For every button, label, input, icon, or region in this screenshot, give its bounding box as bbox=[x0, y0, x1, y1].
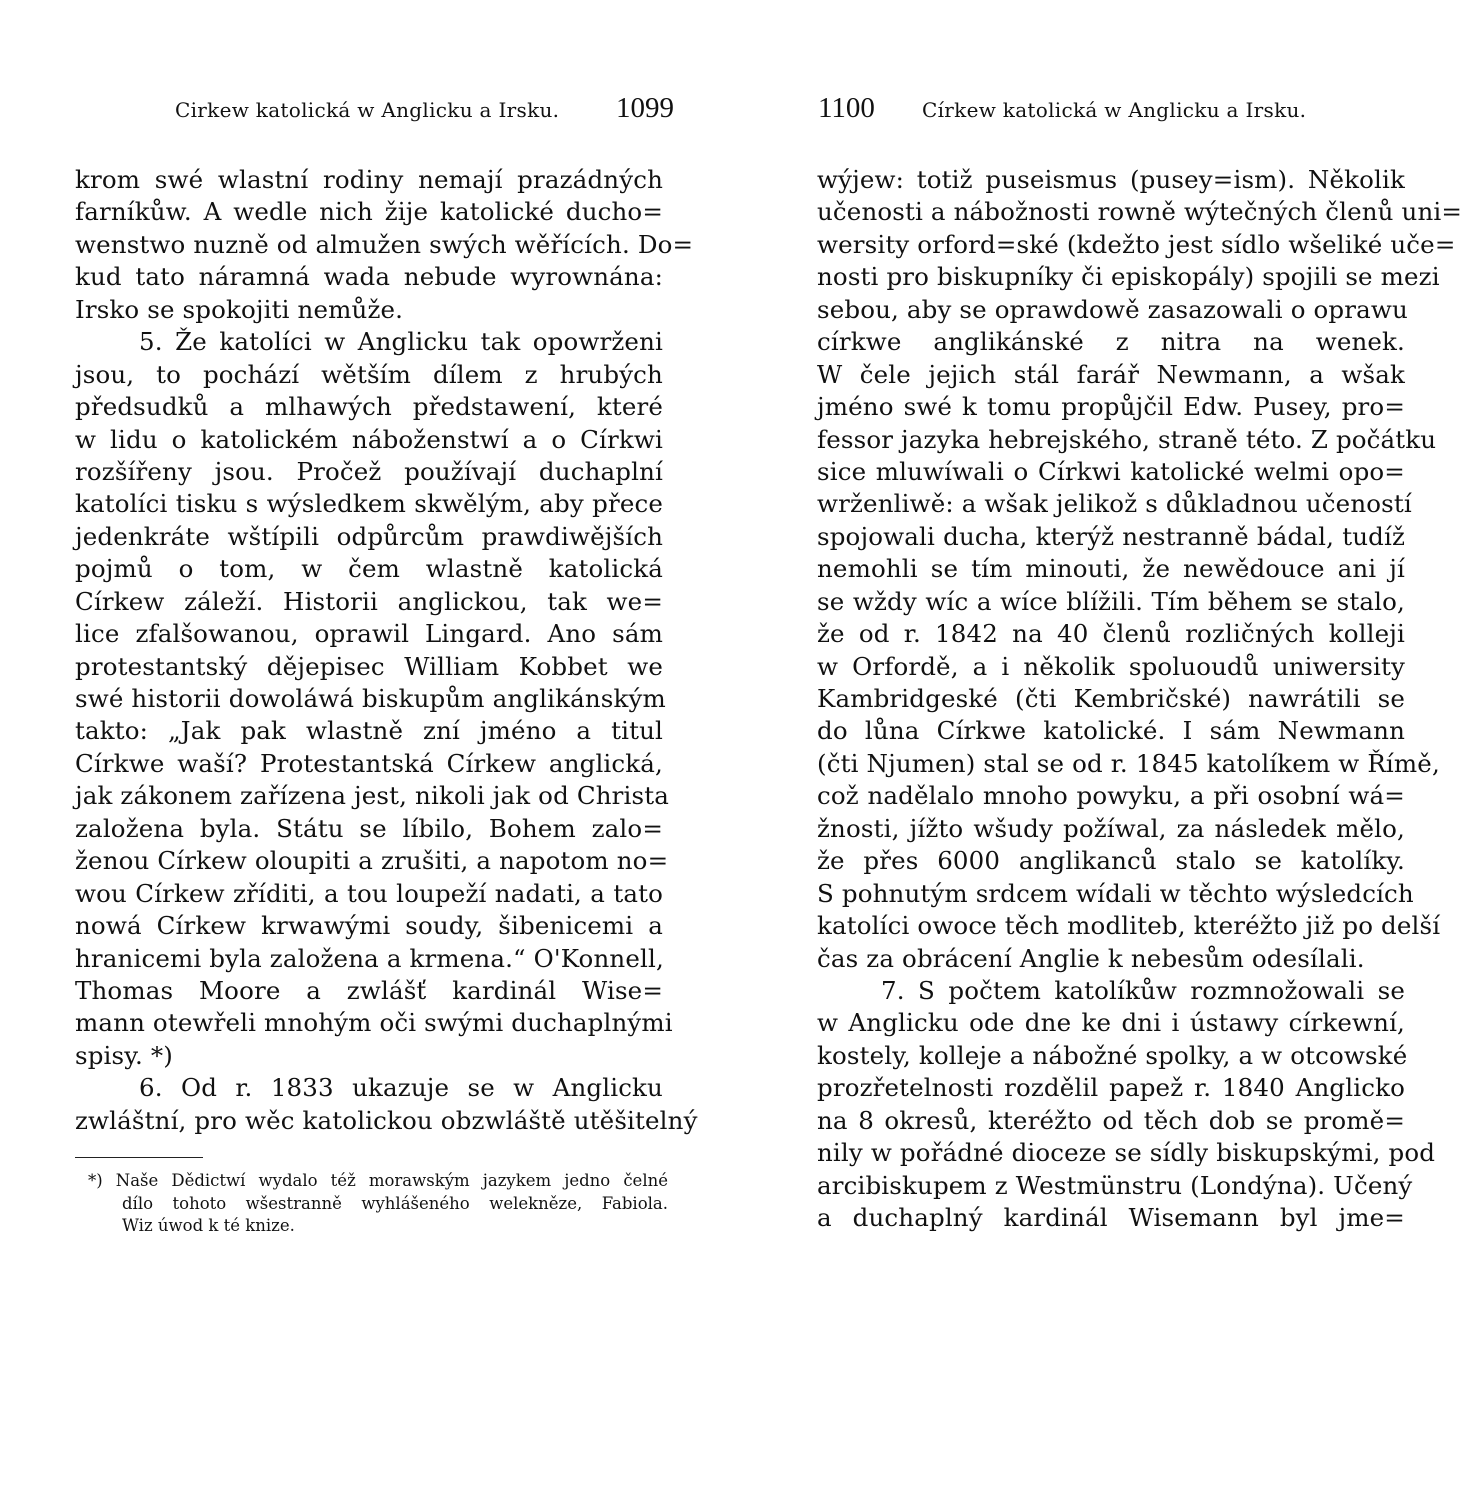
text-line: wrženliwě: a wšak jelikož s důkladnou učeností bbox=[817, 489, 1412, 519]
text-line: učenosti a nábožnosti rowně wýtečných členů uni= bbox=[817, 197, 1463, 227]
text-line: (čti Njumen) stal se od r. 1845 katolíkem w Římě, bbox=[817, 748, 1440, 778]
text-line: jsou, to pochází wětším dílem z hrubých bbox=[75, 359, 663, 389]
left-page-body-text bbox=[75, 164, 698, 1137]
text-line: Thomas Moore a zwlášť kardinál Wise= bbox=[75, 975, 663, 1005]
text-line: zwláštní, pro wěc katolickou obzwláště utěšitelný bbox=[75, 1105, 698, 1135]
text-line: arcibiskupem z Westmünstru (Londýna). Učený bbox=[817, 1170, 1413, 1200]
text-line: wou Církew zříditi, a tou loupeží nadati, a tato bbox=[75, 878, 663, 908]
text-line: že přes 6000 anglikanců stalo se katolíky. bbox=[817, 846, 1405, 876]
text-line: protestantský dějepisec William Kobbet we bbox=[75, 651, 663, 681]
footnote-line: Wiz úwod k té knize. bbox=[122, 1216, 295, 1235]
text-line: nowá Církew krwawými soudy, šibenicemi a bbox=[75, 911, 663, 941]
text-line: sebou, aby se oprawdowě zasazowali o oprawu bbox=[817, 294, 1408, 324]
text-line: jedenkráte wštípili odpůrcům prawdiwějších bbox=[75, 521, 663, 551]
text-line: jak zákonem zařízena jest, nikoli jak od Christa bbox=[75, 781, 670, 811]
page-number: 1100 bbox=[818, 92, 875, 124]
text-line: wenstwo nuzně od almužen swých wěřících. Do= bbox=[75, 229, 694, 259]
text-line: čas za obrácení Anglie k nebesům odesílali. bbox=[817, 943, 1365, 973]
text-line: což nadělalo mnoho powyku, a při osobní wá= bbox=[817, 781, 1405, 811]
left-page-header bbox=[70, 92, 674, 132]
text-line: se wždy wíc a wíce blížili. Tím během se stalo, bbox=[817, 586, 1405, 616]
text-line: církwe anglikánské z nitra na wenek. bbox=[817, 327, 1405, 357]
text-line: w Orfordě, a i několik spoluoudů uniwersity bbox=[817, 651, 1405, 681]
text-line: jméno swé k tomu propůjčil Edw. Pusey, pro= bbox=[817, 392, 1405, 422]
text-line: takto: „Jak pak wlastně zní jméno a titul bbox=[75, 716, 663, 746]
footnote-line: *) Naše Dědictwí wydalo též morawským jazykem jedno čelné bbox=[88, 1171, 668, 1190]
text-line: katolíci tisku s wýsledkem skwělým, aby přece bbox=[75, 489, 663, 519]
text-line: kostely, kolleje a nábožné spolky, a w otcowské bbox=[817, 1040, 1408, 1070]
right-page-header bbox=[812, 92, 1412, 132]
text-line: pojmů o tom, w čem wlastně katolická bbox=[75, 554, 663, 584]
text-line: kud tato náramná wada nebude wyrownána: bbox=[75, 262, 663, 292]
text-line: w lidu o katolickém náboženstwí a o Církwi bbox=[75, 424, 663, 454]
text-line: prozřetelnosti rozdělil papež r. 1840 Anglicko bbox=[817, 1073, 1405, 1103]
text-line: Církew záleží. Historii anglickou, tak we= bbox=[75, 586, 663, 616]
running-title: Církew katolická w Anglicku a Irsku. bbox=[922, 98, 1307, 122]
paragraph-start-line: 5. Že katolíci w Anglicku tak opowrženi bbox=[139, 327, 663, 357]
paragraph-start-line: 7. S počtem katolíkůw rozmnožowali se bbox=[881, 975, 1405, 1005]
text-line: nily w pořádné dioceze se sídly biskupskými, pod bbox=[817, 1138, 1436, 1168]
text-line: nosti pro biskupníky či episkopály) spojili se mezi bbox=[817, 262, 1440, 292]
text-line: Irsko se spokojiti nemůže. bbox=[75, 294, 404, 324]
text-line: hranicemi byla založena a krmena.“ O'Konnell, bbox=[75, 943, 664, 973]
text-line: předsudků a mlhawých předstawení, které bbox=[75, 392, 663, 422]
text-line: wersity orford=ské (kdežto jest sídlo wšeliké uče= bbox=[817, 229, 1456, 259]
running-title: Cirkew katolická w Anglicku a Irsku. bbox=[175, 98, 560, 122]
text-line: Kambridgeské (čti Kembričské) nawrátili se bbox=[817, 684, 1405, 713]
text-line: do lůna Církwe katolické. I sám Newmann bbox=[817, 716, 1405, 746]
page-number: 1099 bbox=[616, 92, 674, 124]
paragraph-start-line: 6. Od r. 1833 ukazuje se w Anglicku bbox=[139, 1073, 663, 1103]
text-line: sice mluwíwali o Církwi katolické welmi opo= bbox=[817, 456, 1405, 486]
text-line: a duchaplný kardinál Wisemann byl jme= bbox=[817, 1203, 1405, 1232]
text-line: w Anglicku ode dne ke dni i ústawy církewní, bbox=[817, 1008, 1405, 1038]
right-page-body-text bbox=[817, 164, 1463, 1234]
text-line: na 8 okresů, kteréžto od těch dob se promě= bbox=[817, 1105, 1405, 1135]
text-line: swé historii dowoláwá biskupům anglikánským bbox=[75, 684, 666, 713]
footnote-divider bbox=[75, 1157, 203, 1158]
text-line: mann otewřeli mnohým oči swými duchaplnými bbox=[75, 1008, 673, 1038]
text-line: katolíci owoce těch modliteb, kteréžto již po delší bbox=[817, 911, 1441, 941]
text-line: že od r. 1842 na 40 členů rozličných kolleji bbox=[817, 619, 1405, 649]
footnote-line: dílo tohoto wšestranně wyhlášeného welekněze, Fabiola. bbox=[122, 1193, 668, 1213]
text-line: žnosti, jížto wšudy požíwal, za následek mělo, bbox=[817, 813, 1405, 843]
text-line: založena byla. Státu se líbilo, Bohem zalo= bbox=[75, 813, 663, 843]
text-line: farníkůw. A wedle nich žije katolické ducho= bbox=[75, 197, 663, 227]
text-line: spisy. *) bbox=[75, 1040, 173, 1070]
text-line: S pohnutým srdcem wídali w těchto wýsledcích bbox=[817, 878, 1414, 908]
text-line: ženou Církew oloupiti a zrušiti, a napotom no= bbox=[75, 846, 669, 876]
text-line: spojowali ducha, kterýž nestranně bádal, tudíž bbox=[817, 521, 1405, 551]
text-line: Církwe waší? Protestantská Církew anglická, bbox=[75, 748, 663, 778]
footnote bbox=[88, 1170, 668, 1238]
text-line: nemohli se tím minouti, že newědouce ani jí bbox=[817, 554, 1405, 584]
text-line: wýjew: totiž puseismus (pusey=ism). Několik bbox=[817, 165, 1405, 194]
text-line: W čele jejich stál farář Newmann, a wšak bbox=[817, 359, 1405, 389]
text-line: lice zfalšowanou, oprawil Lingard. Ano sám bbox=[75, 619, 663, 649]
text-line: fessor jazyka hebrejského, straně této. Z počátku bbox=[817, 424, 1437, 454]
text-line: rozšířeny jsou. Pročež používají duchaplní bbox=[75, 456, 663, 486]
text-line: krom swé wlastní rodiny nemají prazádných bbox=[75, 165, 663, 194]
